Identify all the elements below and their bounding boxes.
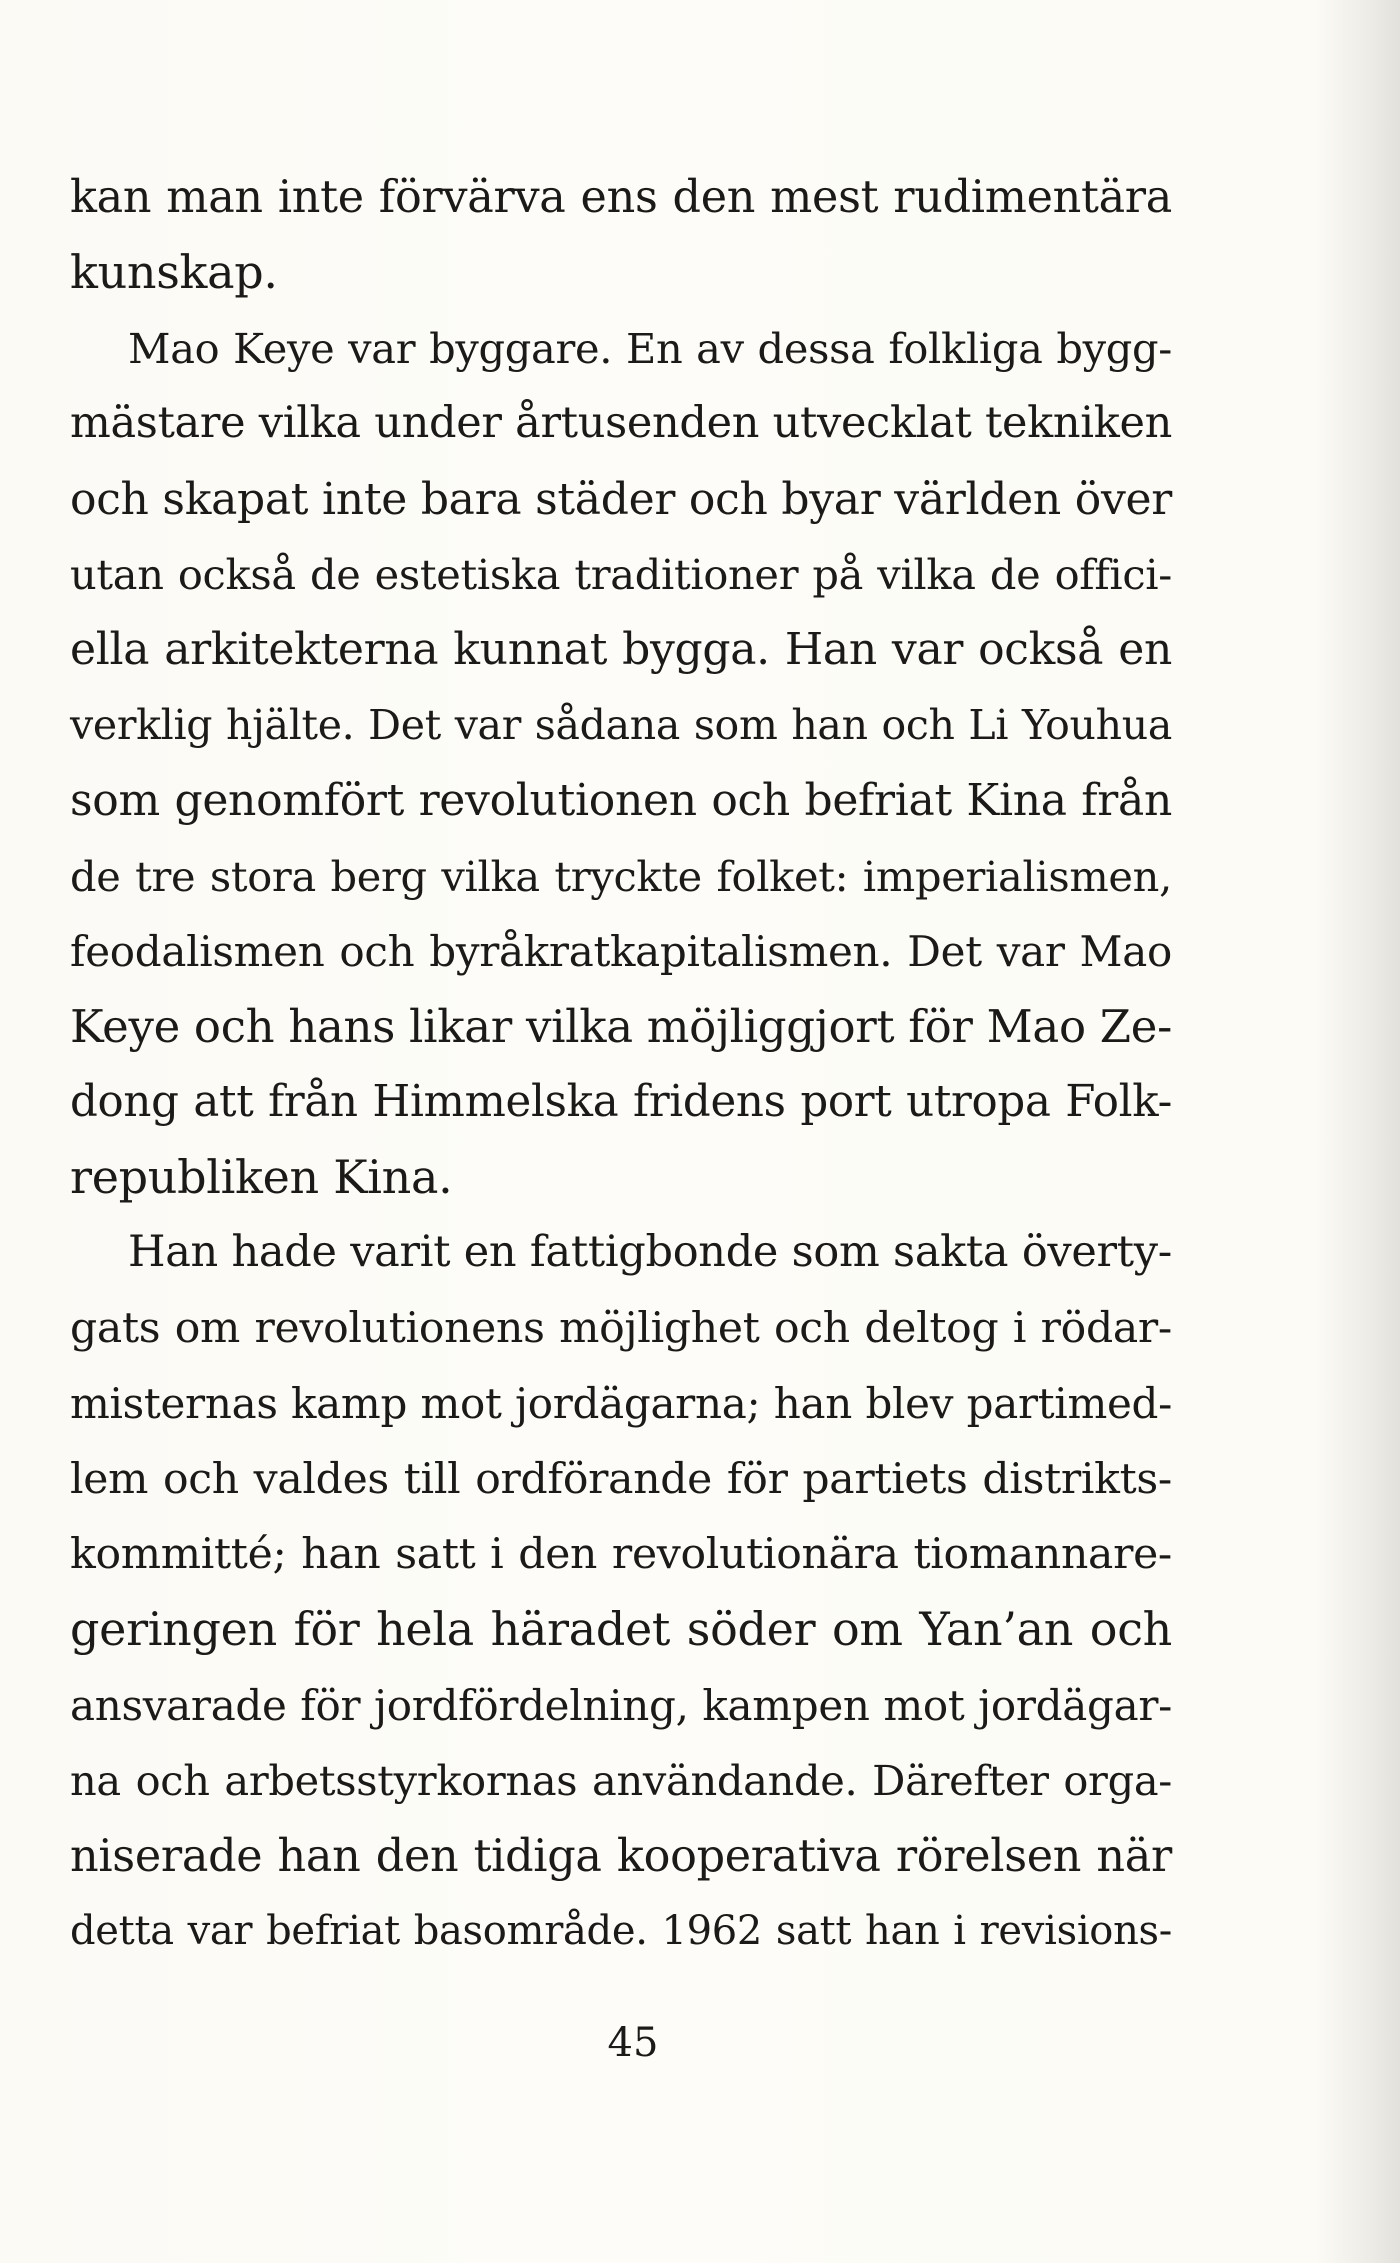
text-line: Keye och hans likar vilka möjliggjort för Mao Ze- (70, 1000, 1172, 1054)
text-line: geringen för hela häradet söder om Yan’an och (70, 1602, 1172, 1657)
body-text (70, 160, 1172, 1969)
text-line: utan också de estetiska traditioner på vilka de offici- (70, 549, 1172, 599)
text-line: kan man inte förvärva ens den mest rudimentära (70, 172, 1172, 223)
text-line: Han hade varit en fattigbonde som sakta överty- (128, 1227, 1172, 1278)
text-line: misternas kamp mot jordägarna; han blev partimed- (70, 1379, 1172, 1429)
text-line: verklig hjälte. Det var sådana som han och Li Youhua (70, 700, 1172, 749)
text-line: kommitté; han satt i den revolutionära tiomannare- (70, 1530, 1172, 1580)
text-line: ansvarade för jordfördelning, kampen mot jordägar- (70, 1680, 1172, 1730)
text-line: mästare vilka under årtusenden utvecklat tekniken (70, 398, 1172, 449)
text-line: republiken Kina. (70, 1150, 453, 1205)
text-line: lem och valdes till ordförande för partiets distrikts- (70, 1454, 1172, 1504)
page-number: 45 (607, 2020, 659, 2066)
text-line: gats om revolutionens möjlighet och deltog i rödar- (70, 1303, 1172, 1353)
text-line: ella arkitekterna kunnat bygga. Han var också en (70, 624, 1172, 676)
text-line: detta var befriat basområde. 1962 satt han i revisions- (70, 1907, 1172, 1954)
text-line: Mao Keye var byggare. En av dessa folkliga bygg- (128, 323, 1172, 373)
text-line: de tre stora berg vilka tryckte folket: imperialismen, (70, 851, 1172, 901)
text-line: kunskap. (70, 245, 278, 300)
text-line: niserade han den tidiga kooperativa rörelsen när (70, 1830, 1172, 1882)
text-line: na och arbetsstyrkornas användande. Därefter orga- (70, 1756, 1172, 1806)
text-line: som genomfört revolutionen och befriat Kina från (70, 775, 1172, 827)
text-line: och skapat inte bara städer och byar världen över (70, 473, 1172, 525)
text-line: dong att från Himmelska fridens port utropa Folk- (70, 1076, 1172, 1127)
text-line: feodalismen och byråkratkapitalismen. Det var Mao (70, 926, 1172, 976)
